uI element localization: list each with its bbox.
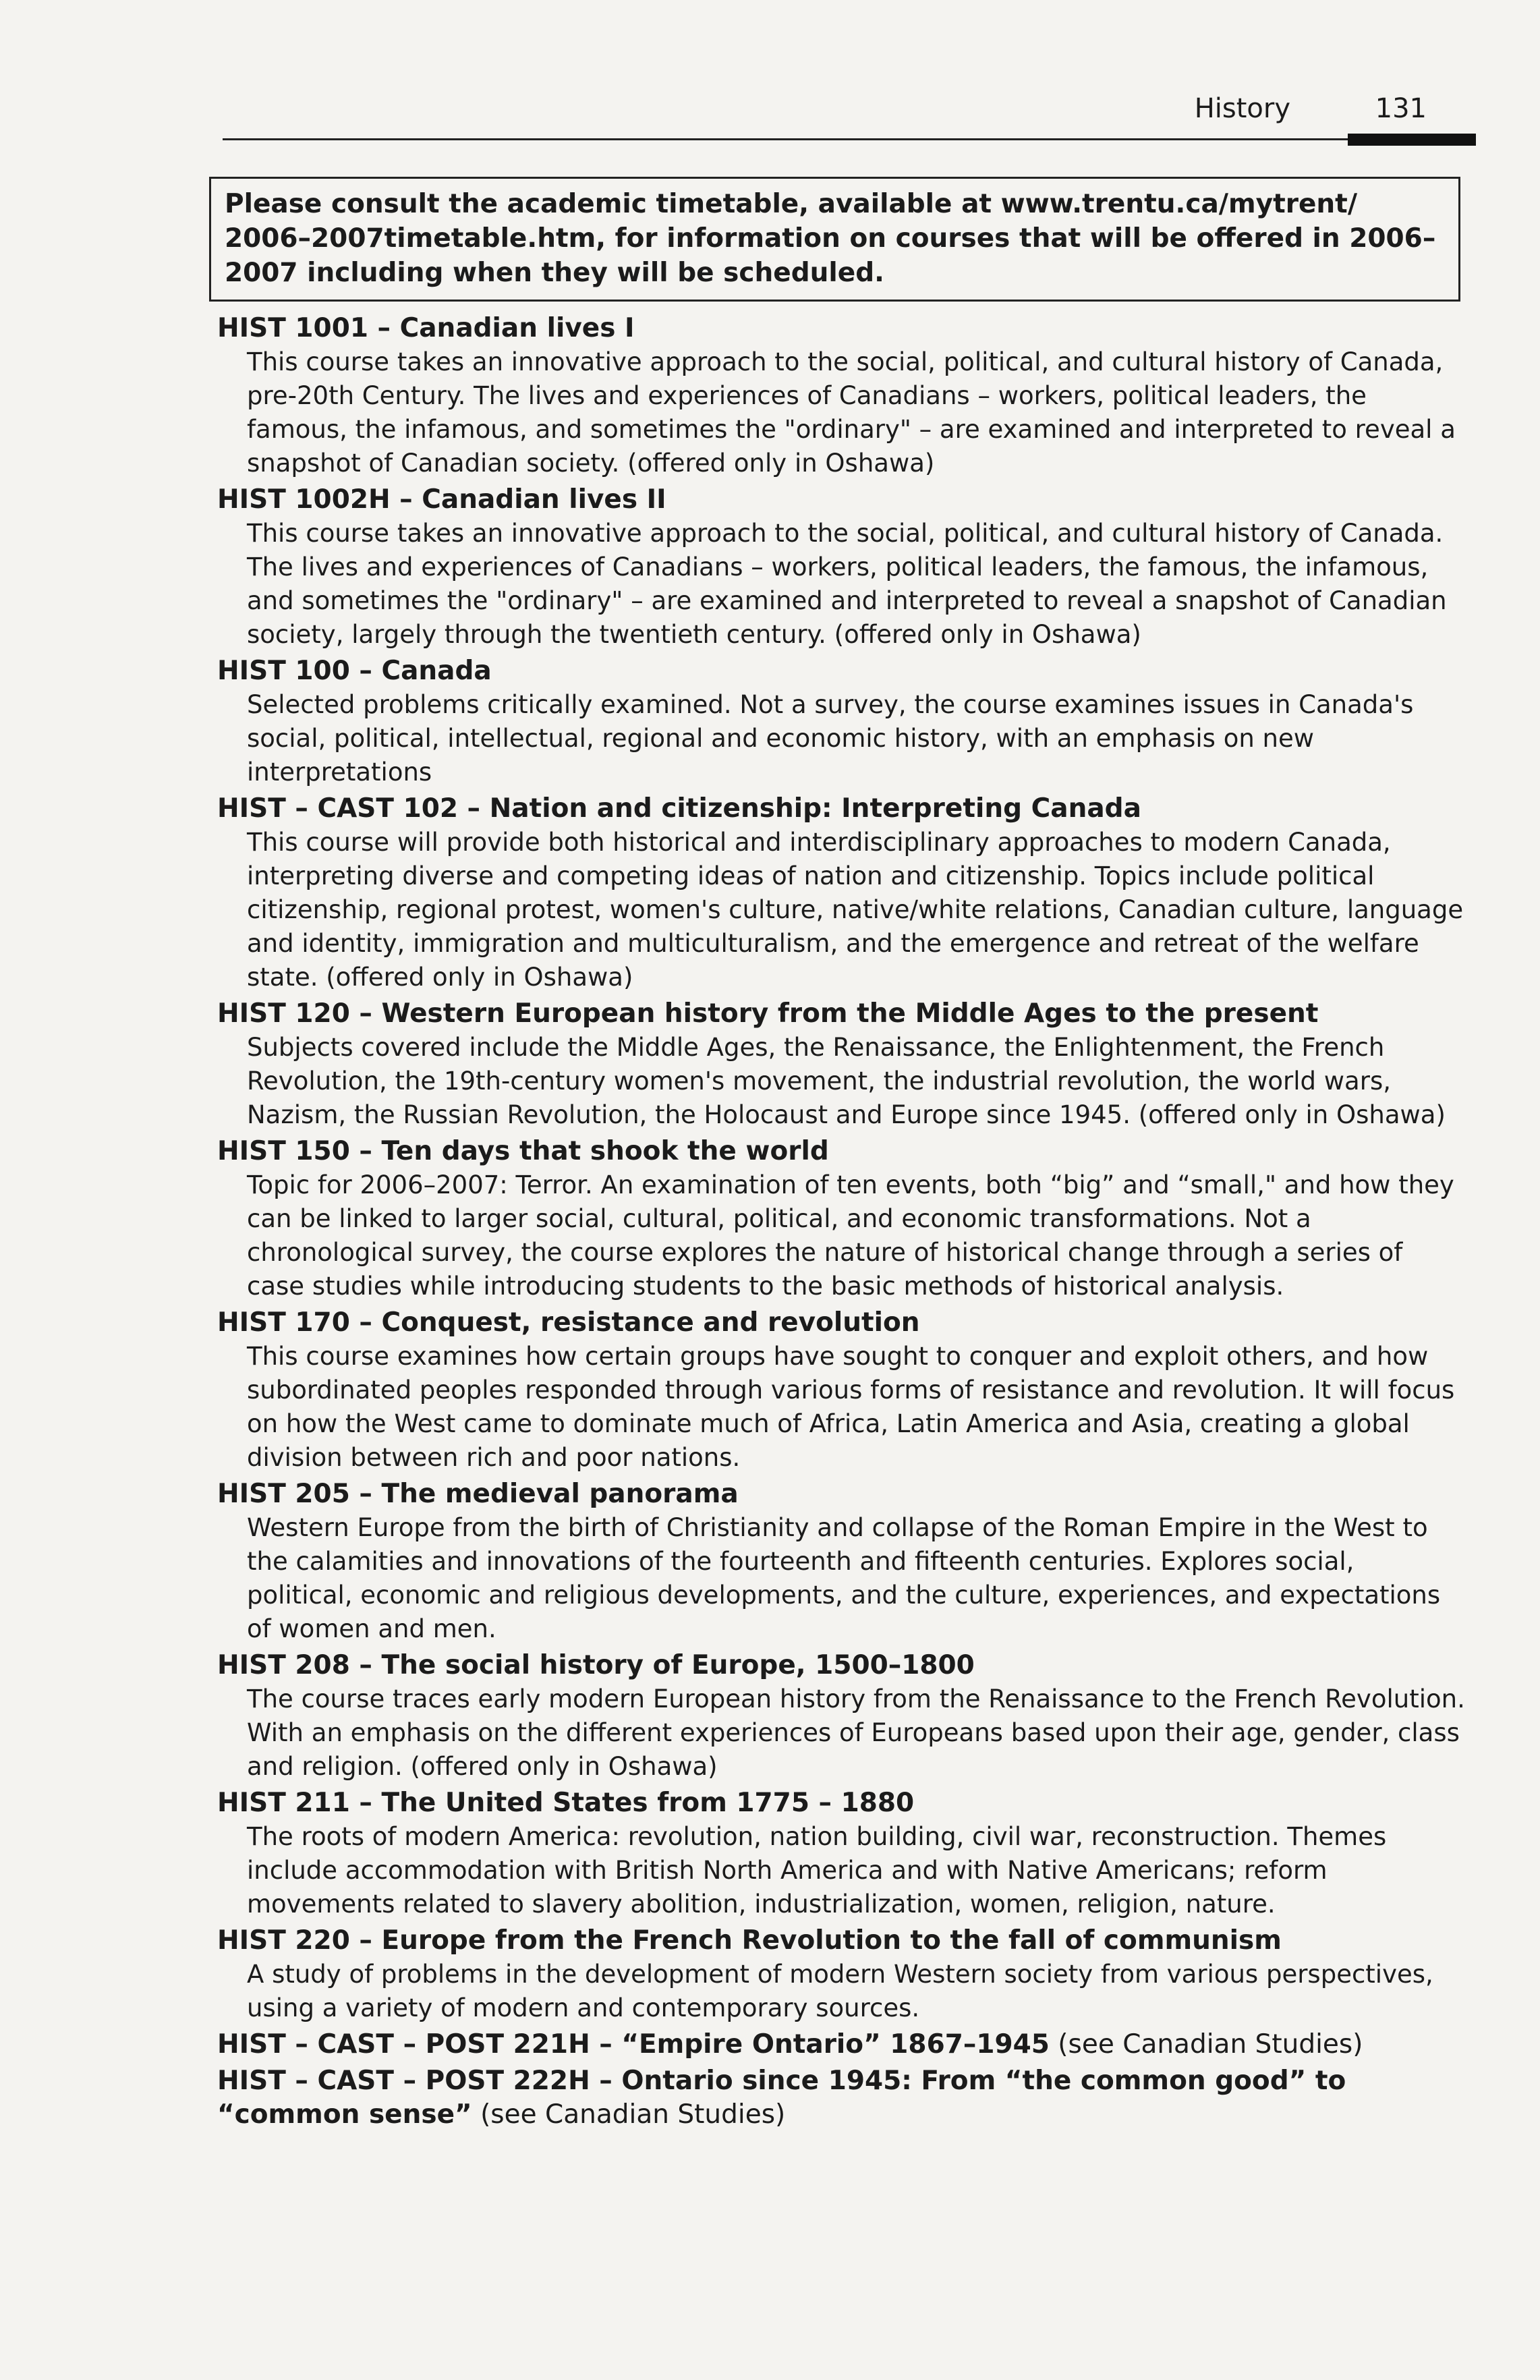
section-header: History bbox=[1194, 93, 1290, 124]
course-description: Selected problems critically examined. Not a survey, the course examines issues in Canada's social, political, intellectual, regional and economic history, with an emphasis on new interpretations bbox=[247, 690, 1414, 787]
course-title: HIST 100 – Canada bbox=[217, 656, 492, 686]
cross-reference-title: HIST – CAST – POST 221H – “Empire Ontario” 1867–1945 bbox=[217, 2029, 1050, 2060]
cross-reference-note: (see Canadian Studies) bbox=[472, 2099, 786, 2130]
cross-reference-title: HIST – CAST – POST 222H – Ontario since 1945: From “the common good” to “common sense” bbox=[217, 2066, 1346, 2130]
course-title: HIST 150 – Ten days that shook the world bbox=[217, 1136, 829, 1166]
cross-reference-note: (see Canadian Studies) bbox=[1049, 2029, 1363, 2060]
cross-reference-entry bbox=[217, 2028, 1465, 2062]
course-description: A study of problems in the development of modern Western society from various perspectives, using a variety of modern and contemporary sources. bbox=[247, 1960, 1433, 2022]
course-entry bbox=[217, 1786, 1465, 1921]
course-description: The roots of modern America: revolution, nation building, civil war, reconstruction. Themes include accommodation with British North America and with Native Americans; reform movements related to slavery abolition, industrialization, women, religion, nature. bbox=[247, 1822, 1387, 1919]
course-title: HIST 220 – Europe from the French Revolution to the fall of communism bbox=[217, 1925, 1282, 1956]
course-title: HIST 120 – Western European history from the Middle Ages to the present bbox=[217, 998, 1319, 1029]
course-description: This course examines how certain groups have sought to conquer and exploit others, and how subordinated peoples responded through various forms of resistance and revolution. It will focus on how the West came to dominate much of Africa, Latin America and Asia, creating a global division between rich and poor nations. bbox=[247, 1342, 1455, 1472]
course-description: This course takes an innovative approach to the social, political, and cultural history of Canada, pre-20th Century. The lives and experiences of Canadians – workers, political leaders, the famous, the infamous, and sometimes the "ordinary" – are examined and interpreted to reveal a snapshot of Canadian society. (offered only in Oshawa) bbox=[247, 347, 1456, 478]
course-description: Western Europe from the birth of Christianity and collapse of the Roman Empire in the West to the calamities and innovations of the fourteenth and fifteenth centuries. Explores social, political, economic and religious developments, and the culture, experiences, and expectations of women and men. bbox=[247, 1513, 1441, 1643]
course-entry bbox=[217, 792, 1465, 994]
course-entry bbox=[217, 1135, 1465, 1303]
course-entry bbox=[217, 483, 1465, 652]
course-entry bbox=[217, 1649, 1465, 1784]
header-rule bbox=[223, 138, 1476, 140]
course-title: HIST 211 – The United States from 1775 – 1880 bbox=[217, 1788, 915, 1818]
timetable-notice: Please consult the academic timetable, available at www.trentu.ca/mytrent/ 2006–2007timetable.htm, for information on courses that will be offered in 2006–2007 including when they will be scheduled. bbox=[209, 177, 1460, 302]
course-title: HIST 208 – The social history of Europe, 1500–1800 bbox=[217, 1650, 975, 1680]
course-description: Topic for 2006–2007: Terror. An examination of ten events, both “big” and “small," and how they can be linked to larger social, cultural, political, and economic transformations. Not a chronological survey, the course explores the nature of historical change through a series of case studies while introducing students to the basic methods of historical analysis. bbox=[247, 1170, 1454, 1301]
course-description: This course takes an innovative approach to the social, political, and cultural history of Canada. The lives and experiences of Canadians – workers, political leaders, the famous, the infamous, and sometimes the "ordinary" – are examined and interpreted to reveal a snapshot of Canadian society, largely through the twentieth century. (offered only in Oshawa) bbox=[247, 519, 1447, 649]
course-entry bbox=[217, 1306, 1465, 1475]
course-entry bbox=[217, 1924, 1465, 2025]
course-description: The course traces early modern European history from the Renaissance to the French Revolution. With an emphasis on the different experiences of Europeans based upon their age, gender, class and religion. (offered only in Oshawa) bbox=[247, 1684, 1465, 1781]
course-list bbox=[217, 312, 1465, 2134]
course-entry bbox=[217, 1477, 1465, 1646]
course-description: Subjects covered include the Middle Ages, the Renaissance, the Enlightenment, the French Revolution, the 19th-century women's movement, the industrial revolution, the world wars, Nazism, the Russian Revolution, the Holocaust and Europe since 1945. (offered only in Oshawa) bbox=[247, 1033, 1446, 1129]
course-title: HIST 170 – Conquest, resistance and revolution bbox=[217, 1307, 920, 1338]
course-title: HIST 1001 – Canadian lives I bbox=[217, 313, 635, 343]
course-entry bbox=[217, 997, 1465, 1132]
course-entry bbox=[217, 654, 1465, 789]
header-bar bbox=[1348, 134, 1476, 146]
course-title: HIST – CAST 102 – Nation and citizenship: Interpreting Canada bbox=[217, 793, 1141, 824]
course-title: HIST 1002H – Canadian lives II bbox=[217, 484, 666, 515]
course-title: HIST 205 – The medieval panorama bbox=[217, 1479, 739, 1509]
course-description: This course will provide both historical and interdisciplinary approaches to modern Canada, interpreting diverse and competing ideas of nation and citizenship. Topics include political citizenship, regional protest, women's culture, native/white relations, Canadian culture, language and identity, immigration and multiculturalism, and the emergence and retreat of the welfare state. (offered only in Oshawa) bbox=[247, 828, 1464, 992]
cross-reference-entry bbox=[217, 2064, 1465, 2132]
page-number: 131 bbox=[1375, 93, 1427, 124]
course-entry bbox=[217, 312, 1465, 480]
